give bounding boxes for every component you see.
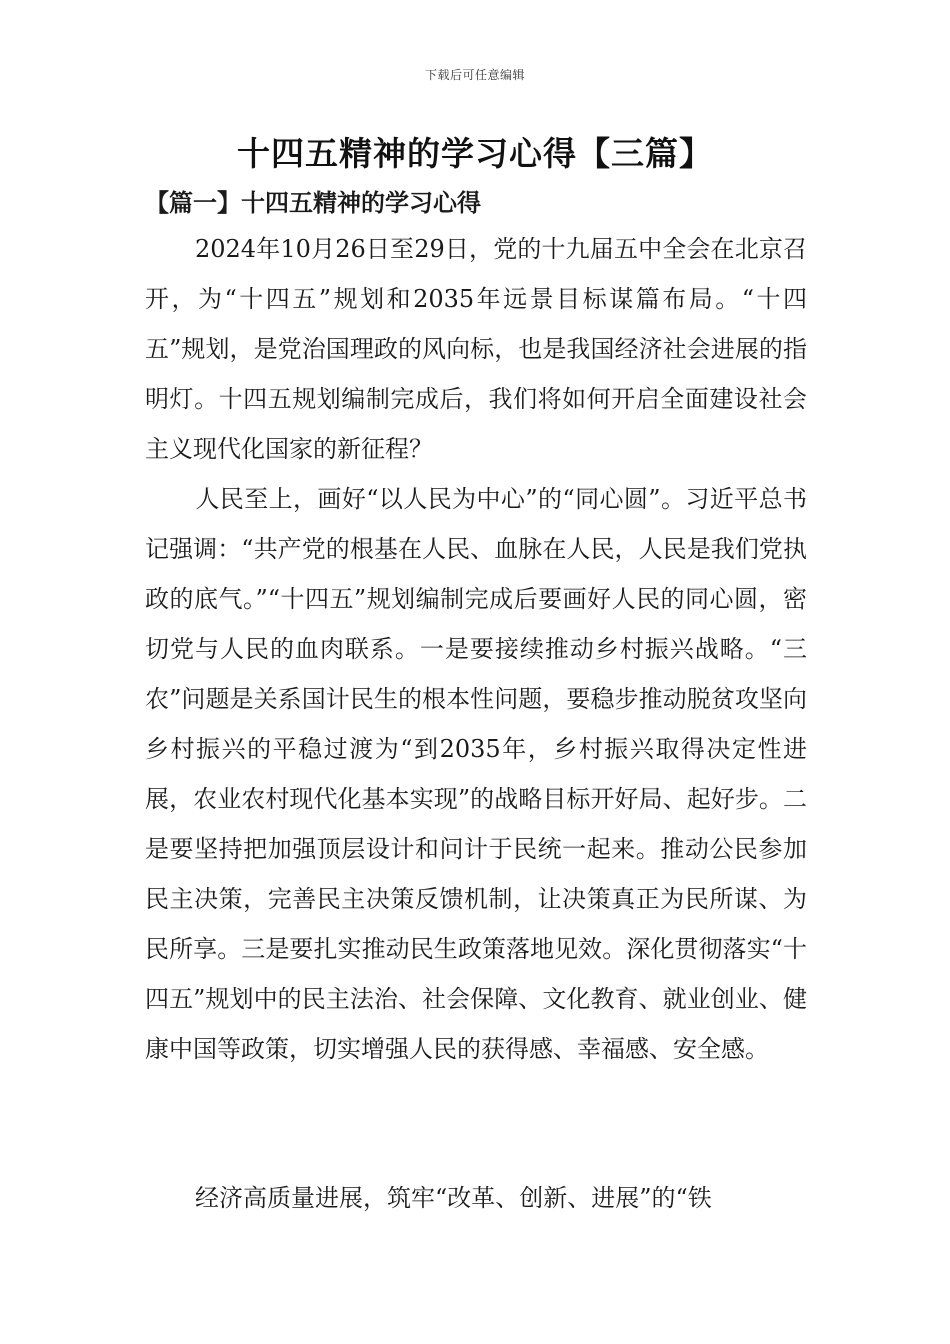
paragraph: [145, 224, 807, 474]
paragraph-text: 人民至上，画好“以人民为中心”的“同心圆”。习近平总书记强调：“共产党的根基在人民、血脉在人民，人民是我们党执政的底气。”“十四五”规划编制完成后要画好人民的同心圆，密切党与人民的血肉联系。一是要接续推动乡村振兴战略。“三农”问题是关系国计民生的根本性问题，要稳步推动脱贫攻坚向乡村振兴的平稳过渡为“到2035年，乡村振兴取得决定性进展，农业农村现代化基本实现”的战略目标开好局、起好步。二是要坚持把加强顶层设计和问计于民统一起来。推动公民参加民主决策，完善民主决策反馈机制，让决策真正为民所谋、为民所享。三是要扎实推动民生政策落地见效。深化贯彻落实“十四五”规划中的民主法治、社会保障、文化教育、就业创业、健康中国等政策，切实增强人民的获得感、幸福感、安全感。: [145, 485, 807, 1063]
header-note: 下载后可任意编辑: [424, 68, 525, 82]
document-title: 十四五精神的学习心得【三篇】: [237, 134, 713, 173]
paragraph-text: 2024年10月26日至29日，党的十九届五中全会在北京召开，为“十四五”规划和2035年远景目标谋篇布局。“十四五”规划，是党治国理政的风向标，也是我国经济社会进展的指明灯。十四五规划编制完成后，我们将如何开启全面建设社会主义现代化国家的新征程？: [145, 235, 807, 463]
section-heading: 【篇一】十四五精神的学习心得: [145, 188, 481, 217]
paragraph: [145, 1173, 807, 1223]
paragraph: [145, 474, 807, 1074]
paragraph-text: 经济高质量进展，筑牢“改革、创新、进展”的“铁: [195, 1184, 712, 1212]
